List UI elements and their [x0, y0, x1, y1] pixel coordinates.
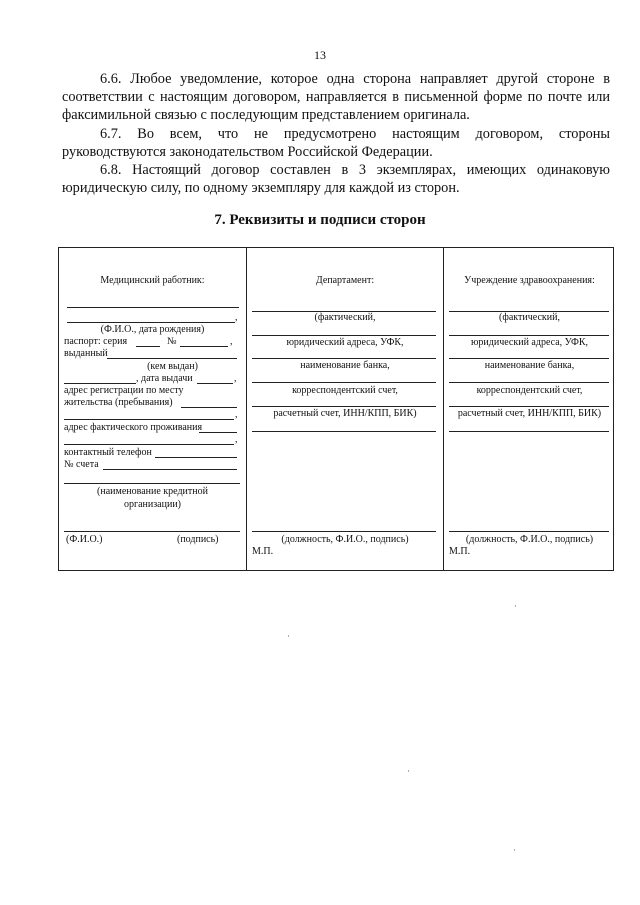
blank-line [449, 406, 609, 407]
col-department-header: Департамент: [315, 275, 375, 286]
fio-caption: (Ф.И.О.) [66, 534, 103, 545]
scan-speck: · [287, 631, 290, 641]
passport-series-blank [136, 346, 160, 347]
issued-blank [107, 358, 237, 359]
paragraph-6-6: 6.6. Любое уведомление, которое одна сторона направляет другой стороне в соответствии с настоящим договором, направляется в письменной форме по почте или факсимильной связью с последующим представлением оригинала. [62, 71, 610, 123]
registration-address-blank [181, 407, 237, 408]
fio-dob-caption: (Ф.И.О., дата рождения) [100, 324, 205, 335]
scan-speck: · [407, 766, 410, 776]
inst-corr-caption: корреспондентский счет, [476, 385, 583, 396]
issued-label: выданный [64, 348, 108, 359]
comma: , [235, 434, 238, 445]
credit-org-caption: организации) [123, 499, 182, 510]
signature-line [64, 531, 240, 532]
dept-actual-caption: (фактический, [314, 312, 376, 323]
comma: , [230, 336, 233, 347]
paragraph-6-8: 6.8. Настоящий договор составлен в 3 экземплярах, имеющих одинаковую юридическую силу, по одному экземпляру для каждой из сторон. [62, 162, 610, 196]
scan-speck: · [513, 845, 516, 855]
inst-accounts-caption: расчетный счет, ИНН/КПП, БИК) [457, 408, 602, 419]
paragraph-6-7: 6.7. Во всем, что не предусмотрено настоящим договором, стороны руководствуются законодательством Российской Федерации. [62, 126, 610, 160]
inst-sign-caption: (должность, Ф.И.О., подпись) [465, 534, 594, 545]
blank-line [67, 322, 235, 323]
dept-bank-caption: наименование банка, [300, 360, 390, 371]
passport-series-label: паспорт: серия [64, 336, 128, 347]
comma: , [235, 409, 238, 420]
blank-line [252, 358, 436, 359]
blank-line [449, 358, 609, 359]
dept-corr-caption: корреспондентский счет, [292, 385, 398, 396]
credit-org-caption: (наименование кредитной [97, 486, 208, 497]
signature-line [449, 531, 609, 532]
passport-number-blank [180, 346, 228, 347]
actual-address-label: адрес фактического проживания [64, 422, 203, 433]
blank-line [64, 444, 234, 445]
issue-date-label: , дата выдачи [136, 373, 193, 384]
scan-speck: · [514, 601, 517, 611]
signature-caption: (подпись) [177, 534, 219, 545]
registration-address-label: жительства (пребывания) [64, 397, 173, 408]
inst-legal-caption: юридический адреса, УФК, [470, 337, 589, 348]
issue-date-blank [64, 383, 136, 384]
account-blank [103, 469, 237, 470]
dept-sign-caption: (должность, Ф.И.О., подпись) [281, 534, 409, 545]
blank-line [449, 382, 609, 383]
phone-blank [155, 457, 237, 458]
blank-line [449, 431, 609, 432]
section-title: 7. Реквизиты и подписи сторон [214, 212, 426, 228]
blank-line [252, 406, 436, 407]
requisites-table [58, 247, 614, 571]
issued-by-caption: (кем выдан) [147, 361, 198, 372]
inst-stamp-mark: М.П. [449, 546, 471, 557]
comma: , [235, 312, 238, 323]
blank-line [449, 335, 609, 336]
dept-legal-caption: юридический адреса, УФК, [286, 337, 404, 348]
actual-address-blank [199, 432, 237, 433]
registration-address-label: адрес регистрации по месту [64, 385, 184, 396]
dept-stamp-mark: М.П. [252, 546, 274, 557]
col-medical-worker-header: Медицинский работник: [100, 275, 205, 286]
signature-line [252, 531, 436, 532]
blank-line [67, 307, 239, 308]
phone-label: контактный телефон [64, 447, 152, 458]
page-number: 13 [314, 48, 326, 62]
blank-line [252, 431, 436, 432]
blank-line [252, 382, 436, 383]
dept-accounts-caption: расчетный счет, ИНН/КПП, БИК) [273, 408, 417, 419]
col-institution-header: Учреждение здравоохранения: [464, 275, 595, 286]
blank-line [252, 335, 436, 336]
comma: , [234, 373, 237, 384]
inst-bank-caption: наименование банка, [484, 360, 575, 371]
account-label: № счета [64, 459, 99, 470]
blank-line [64, 419, 234, 420]
issue-date-blank [197, 383, 233, 384]
blank-line [64, 483, 240, 484]
passport-number-label: № [167, 336, 177, 347]
inst-actual-caption: (фактический, [499, 312, 560, 323]
